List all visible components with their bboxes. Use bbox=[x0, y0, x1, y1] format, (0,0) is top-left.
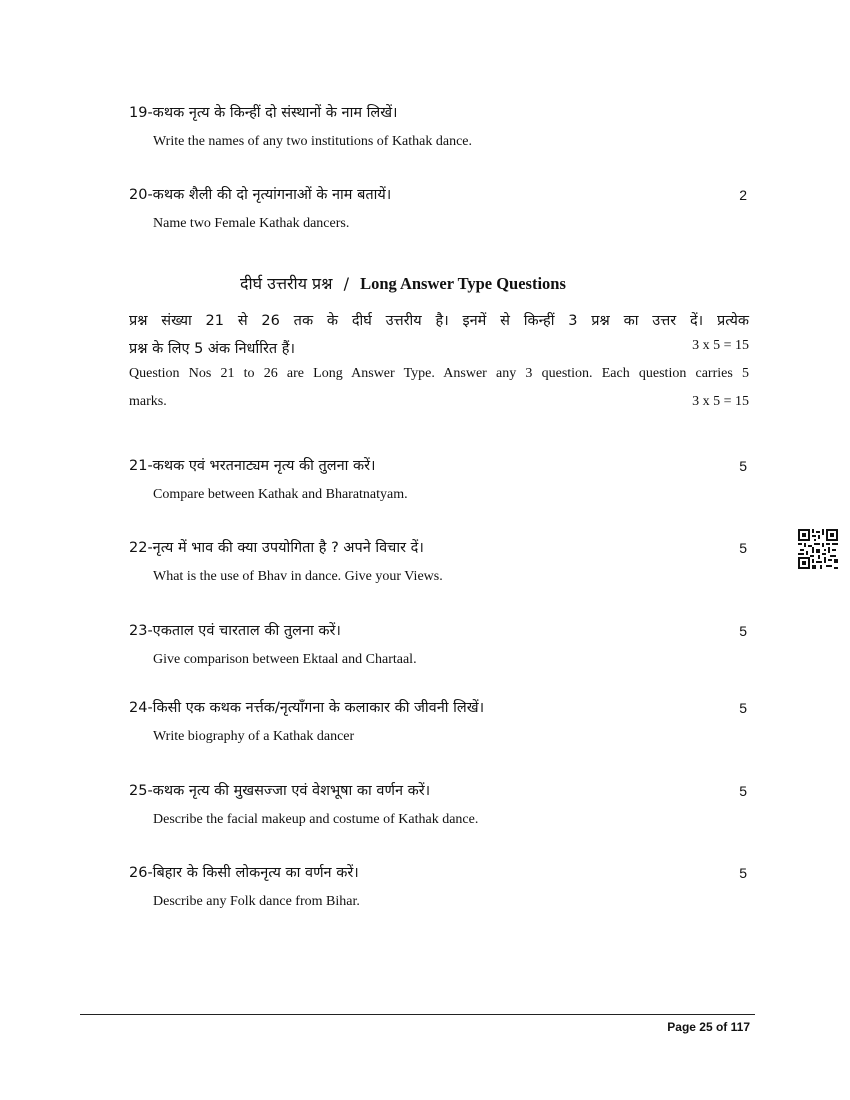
section-heading-english: Long Answer Type Questions bbox=[360, 274, 566, 293]
marks-calculation: 3 x 5 = 15 bbox=[692, 394, 749, 409]
question-english: Name two Female Kathak dancers. bbox=[153, 216, 350, 231]
marks: 5 bbox=[739, 700, 747, 716]
question-20 bbox=[129, 185, 749, 233]
question-21 bbox=[129, 456, 749, 504]
question-hindi: 26-बिहार के किसी लोकनृत्य का वर्णन करें। bbox=[129, 865, 359, 881]
question-hindi: 25-कथक नृत्य की मुखसज्जा एवं वेशभूषा का वर्णन करें। bbox=[129, 783, 431, 799]
marks: 5 bbox=[739, 458, 747, 474]
instructions-hindi-line-1: प्रश्न संख्या 21 से 26 तक के दीर्घ उत्तरीय है। इनमें से किन्हीं 3 प्रश्न का उत्तर दें। प्रत्येक bbox=[129, 313, 749, 329]
question-25 bbox=[129, 781, 749, 829]
instructions-english-line-1: Question Nos 21 to 26 are Long Answer Type. Answer any 3 question. Each question carries 5 bbox=[129, 366, 749, 381]
question-26 bbox=[129, 863, 749, 911]
question-hindi: 21-कथक एवं भरतनाट्यम नृत्य की तुलना करें। bbox=[129, 458, 376, 474]
question-english: Give comparison between Ektaal and Chartaal. bbox=[153, 652, 417, 667]
marks: 5 bbox=[739, 540, 747, 556]
section-heading bbox=[240, 272, 566, 294]
question-english: What is the use of Bhav in dance. Give your Views. bbox=[153, 569, 443, 584]
question-english: Write biography of a Kathak dancer bbox=[153, 729, 355, 744]
marks-calculation: 3 x 5 = 15 bbox=[692, 338, 749, 353]
question-english: Describe the facial makeup and costume of Kathak dance. bbox=[153, 812, 479, 827]
question-hindi: 20-कथक शैली की दो नृत्यांगनाओं के नाम बतायें। bbox=[129, 187, 392, 203]
question-english: Describe any Folk dance from Bihar. bbox=[153, 894, 360, 909]
question-hindi: 19-कथक नृत्य के किन्हीं दो संस्थानों के नाम लिखें। bbox=[129, 105, 398, 121]
question-english: Write the names of any two institutions of Kathak dance. bbox=[153, 134, 473, 149]
question-english: Compare between Kathak and Bharatnatyam. bbox=[153, 487, 408, 502]
question-hindi: 23-एकताल एवं चारताल की तुलना करें। bbox=[129, 623, 341, 639]
marks: 5 bbox=[739, 783, 747, 799]
qr-code-icon bbox=[798, 529, 838, 569]
page-number: Page 25 of 117 bbox=[667, 1020, 750, 1034]
question-hindi: 24-किसी एक कथक नर्त्तक/नृत्याँगना के कलाकार की जीवनी लिखें। bbox=[129, 700, 485, 716]
marks: 2 bbox=[739, 187, 747, 203]
marks: 5 bbox=[739, 623, 747, 639]
question-23 bbox=[129, 621, 749, 669]
marks: 5 bbox=[739, 865, 747, 881]
question-24 bbox=[129, 698, 749, 746]
instructions bbox=[129, 310, 749, 422]
footer-divider bbox=[80, 1014, 755, 1015]
instructions-english-line-2: marks. bbox=[129, 394, 167, 409]
question-19 bbox=[129, 103, 749, 151]
question-hindi: 22-नृत्य में भाव की क्या उपयोगिता है ? अपने विचार दें। bbox=[129, 540, 424, 556]
instructions-hindi-line-2: प्रश्न के लिए 5 अंक निर्धारित हैं। bbox=[129, 341, 295, 357]
question-22 bbox=[129, 538, 749, 586]
section-heading-hindi: दीर्घ उत्तरीय प्रश्न bbox=[240, 274, 333, 293]
section-heading-separator: / bbox=[343, 274, 349, 293]
